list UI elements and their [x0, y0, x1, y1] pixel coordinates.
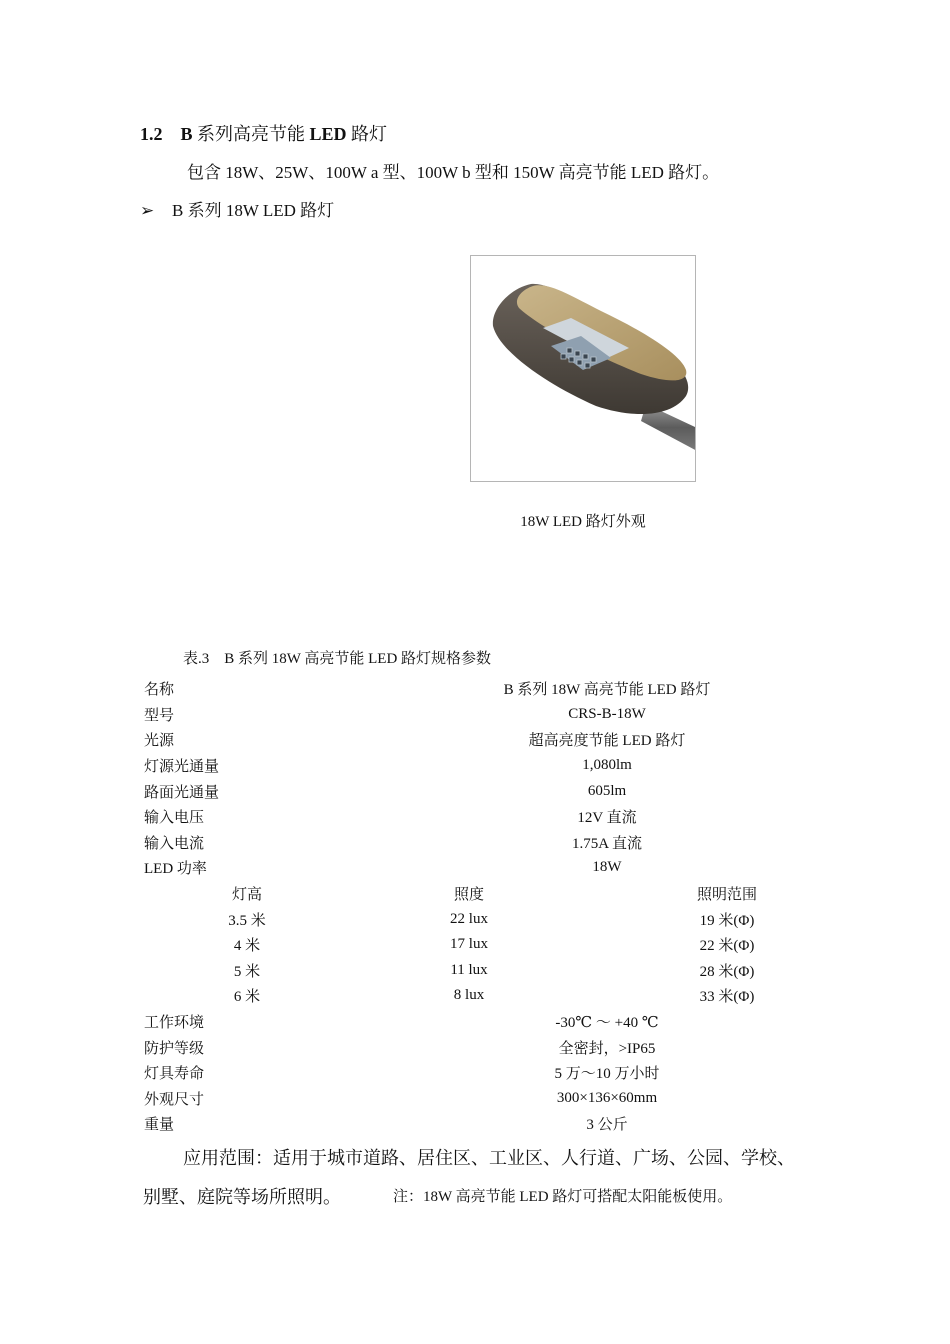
- spec-value: B 系列 18W 高亮节能 LED 路灯: [503, 682, 711, 699]
- usage-note: 注：18W 高亮节能 LED 路灯可搭配太阳能板使用。: [393, 1189, 733, 1205]
- illum-row: [140, 932, 870, 958]
- illum-range: 22 米(Φ): [699, 938, 755, 955]
- table-row: [140, 727, 870, 753]
- spec-value: CRS-B-18W: [568, 705, 646, 722]
- illum-lux: 22 lux: [450, 910, 488, 927]
- illum-header-lux: 照度: [453, 887, 484, 904]
- bullet-arrow-icon: ➢: [140, 201, 155, 220]
- table-row: [140, 753, 870, 779]
- spec-value: 1.75A 直流: [571, 835, 642, 852]
- table-row: [140, 676, 870, 702]
- bullet-item: [140, 196, 334, 221]
- illum-height: 6 米: [233, 989, 261, 1006]
- table-title: 表.3 B 系列 18W 高亮节能 LED 路灯规格参数: [183, 651, 492, 667]
- section-number: 1.2: [140, 124, 163, 144]
- table-row: [140, 1034, 870, 1060]
- application-line-1: 应用范围：适用于城市道路、居住区、工业区、人行道、广场、公园、学校、: [183, 1148, 795, 1168]
- illum-row: [140, 906, 870, 932]
- illum-header-height: 灯高: [231, 887, 262, 904]
- spec-name: 光源: [144, 733, 175, 750]
- illum-lux: 11 lux: [450, 961, 488, 978]
- spec-name: 型号: [144, 707, 175, 724]
- spec-table: [140, 676, 870, 1137]
- heading-series: B: [180, 124, 193, 144]
- application-line-2: 别墅、庭院等场所照明。: [143, 1187, 341, 1207]
- table-row: [140, 1060, 870, 1086]
- spec-value: 超高亮度节能 LED 路灯: [528, 733, 686, 750]
- illum-height: 3.5 米: [228, 912, 266, 929]
- spec-name: 路面光通量: [144, 784, 220, 801]
- illum-header-row: [140, 881, 870, 907]
- table-row: [140, 1111, 870, 1137]
- spec-name: 输入电压: [144, 810, 205, 827]
- table-row: [140, 855, 870, 881]
- spec-name: 名称: [144, 682, 175, 699]
- table-row: [140, 1086, 870, 1112]
- illum-header-range: 照明范围: [696, 887, 757, 904]
- spec-value: 300×136×60mm: [556, 1089, 658, 1106]
- table-row: [140, 830, 870, 856]
- heading-led: LED: [309, 124, 347, 144]
- table-row: [140, 1009, 870, 1035]
- illum-range: 33 米(Φ): [699, 989, 755, 1006]
- heading-suffix: 路灯: [346, 124, 388, 144]
- spec-value: 12V 直流: [577, 810, 637, 827]
- illum-lux: 17 lux: [450, 936, 488, 953]
- spec-value: 1,080lm: [582, 757, 632, 774]
- street-light-photo: [470, 255, 696, 482]
- illum-range: 28 米(Φ): [699, 963, 755, 980]
- table-row: [140, 702, 870, 728]
- spec-value: 全密封，>IP65: [558, 1040, 656, 1057]
- spec-name: LED 功率: [144, 861, 207, 878]
- illum-row: [140, 958, 870, 984]
- spec-name: 防护等级: [144, 1040, 205, 1057]
- spec-value: -30℃ ～ +40 ℃: [555, 1015, 659, 1032]
- illum-range: 19 米(Φ): [699, 912, 755, 929]
- street-light-image: [471, 256, 696, 482]
- spec-name: 输入电流: [144, 835, 205, 852]
- illum-lux: 8 lux: [453, 987, 485, 1004]
- bullet-text: B 系列 18W LED 路灯: [172, 201, 335, 220]
- spec-name: 灯源光通量: [144, 759, 220, 776]
- spec-value: 18W: [592, 859, 622, 876]
- spec-value: 5 万～10 万小时: [554, 1066, 660, 1083]
- illum-height: 5 米: [233, 963, 261, 980]
- spec-value: 3 公斤: [586, 1117, 628, 1134]
- illum-height: 4 米: [233, 938, 261, 955]
- spec-name: 工作环境: [144, 1015, 205, 1032]
- section-heading: [140, 120, 387, 146]
- spec-name: 外观尺寸: [144, 1091, 205, 1108]
- table-row: [140, 804, 870, 830]
- heading-mid: 系列高亮节能: [192, 124, 310, 144]
- illum-row: [140, 983, 870, 1009]
- table-row: [140, 778, 870, 804]
- spec-name: 灯具寿命: [144, 1066, 205, 1083]
- intro-paragraph: 包含 18W、25W、100W a 型、100W b 型和 150W 高亮节能 LED 路灯。: [187, 163, 720, 182]
- figure-caption: 18W LED 路灯外观: [520, 514, 646, 530]
- spec-name: 重量: [144, 1117, 175, 1134]
- spec-value: 605lm: [587, 782, 627, 799]
